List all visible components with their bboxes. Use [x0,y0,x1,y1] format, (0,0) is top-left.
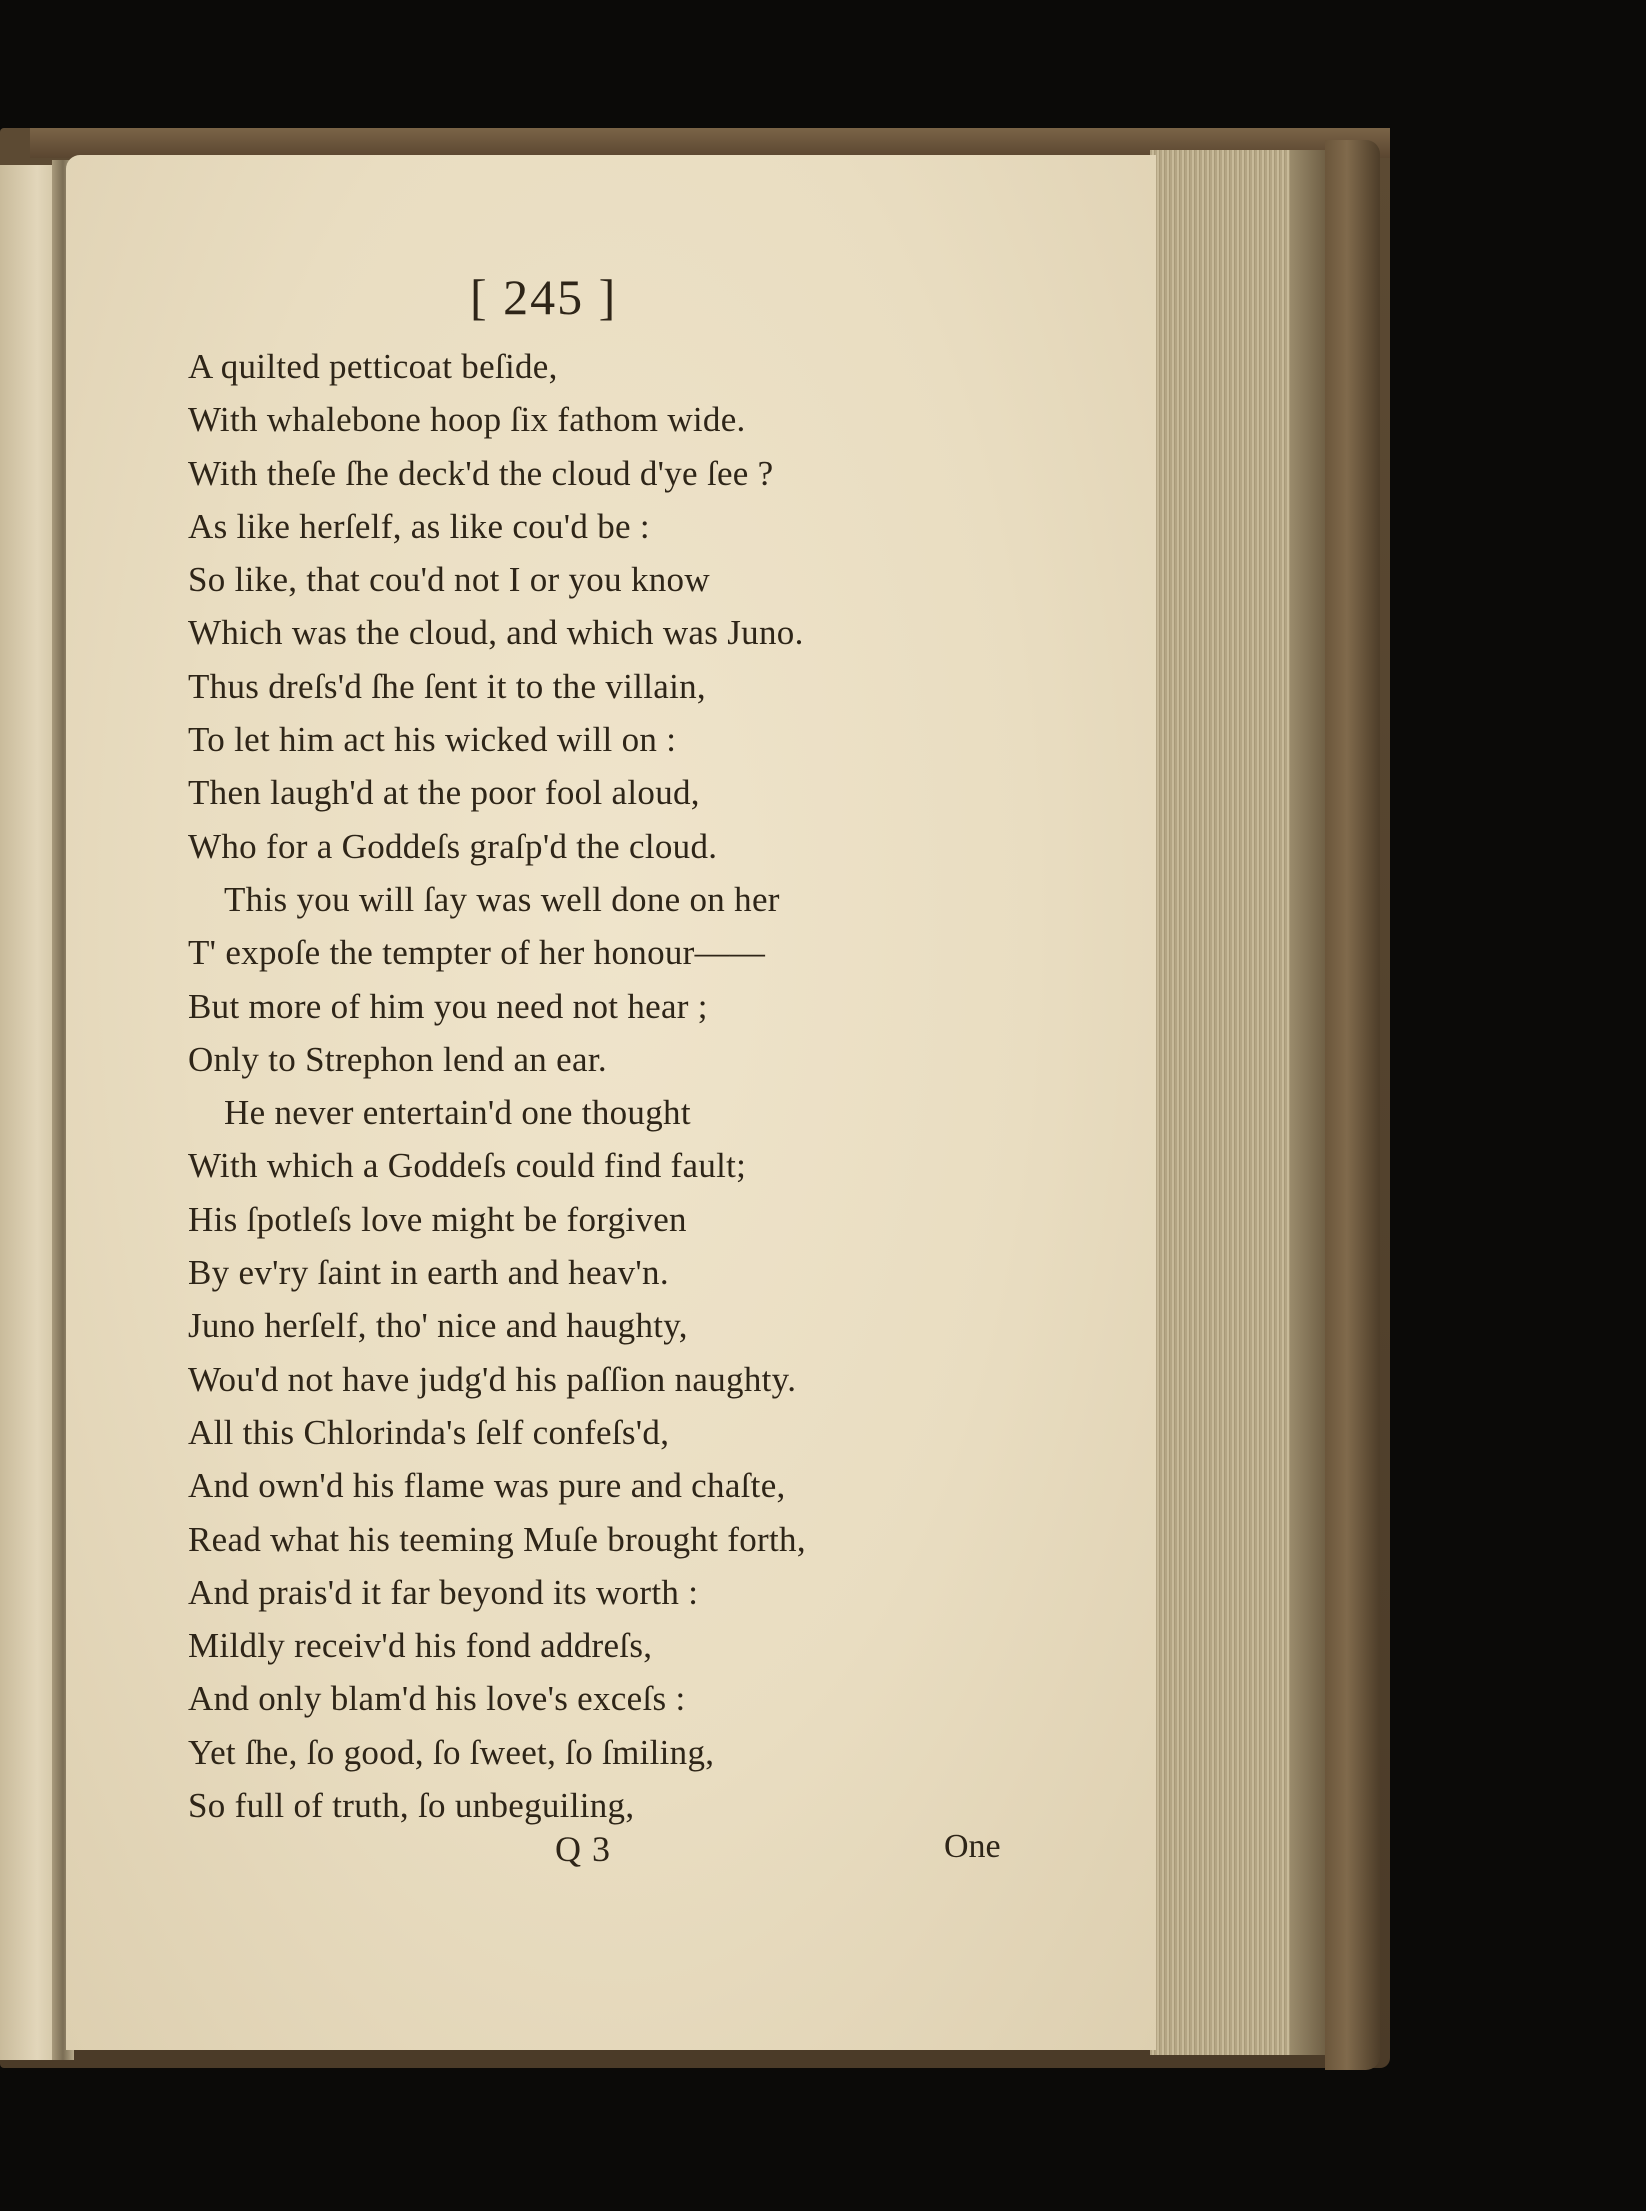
signature-mark: Q 3 [555,1829,611,1869]
poem-line: His ſpotleſs love might be forgiven [188,1199,687,1239]
page-block-shadow [1290,150,1330,2055]
poem-line: So full of truth, ſo unbeguiling, [188,1786,635,1826]
poem-line: To let him act his wicked will on : [188,720,677,760]
poem-line: Wou'd not have judg'd his paſſion naughty. [188,1359,797,1399]
poem-line: All this Chlorinda's ſelf confeſs'd, [188,1412,670,1452]
poem-line: So like, that cou'd not I or you know [188,560,710,600]
poem-line: As like herſelf, as like cou'd be : [188,506,650,546]
poem-line: Juno herſelf, tho' nice and haughty, [188,1306,688,1346]
poem-line: A quilted petticoat beſide, [188,347,558,386]
poem-line: Thus dreſs'd ſhe ſent it to the villain, [188,666,706,706]
poem-line: With theſe ſhe deck'd the cloud d'ye ſee ? [188,453,774,493]
poem-line: Only to Strephon lend an ear. [188,1039,607,1079]
catchword: One [944,1828,1001,1865]
back-board-edge [1325,140,1380,2070]
poem-line: Which was the cloud, and which was Juno. [188,613,804,653]
poem-line: Read what his teeming Muſe brought forth, [188,1519,806,1559]
page-number: [ 245 ] [470,269,618,325]
poem-line: But more of him you need not hear ; [188,986,708,1026]
poem-line: Then laugh'd at the poor fool aloud, [188,773,700,813]
poem-line: With whalebone hoop ſix fathom wide. [188,400,746,440]
poem-line: By ev'ry ſaint in earth and heav'n. [188,1253,669,1293]
poem-line: Yet ſhe, ſo good, ſo ſweet, ſo ſmiling, [188,1732,715,1772]
poem-line: Who for a Goddeſs graſp'd the cloud. [188,826,718,866]
poem-line: And prais'd it far beyond its worth : [188,1572,699,1612]
poem-line: This you will ſay was well done on her [224,879,780,919]
poem-line: He never entertain'd one thought [224,1093,691,1133]
poem-line: Mildly receiv'd his fond addreſs, [188,1626,653,1666]
poem-line: And own'd his flame was pure and chaſte, [188,1466,786,1506]
poem-text [188,340,908,1832]
poem-line: T' expoſe the tempter of her honour—— [188,933,766,973]
page-block-fore-edge [1150,150,1305,2055]
poem-line: With which a Goddeſs could find fault; [188,1146,747,1186]
poem-line: And only blam'd his love's exceſs : [188,1679,686,1719]
